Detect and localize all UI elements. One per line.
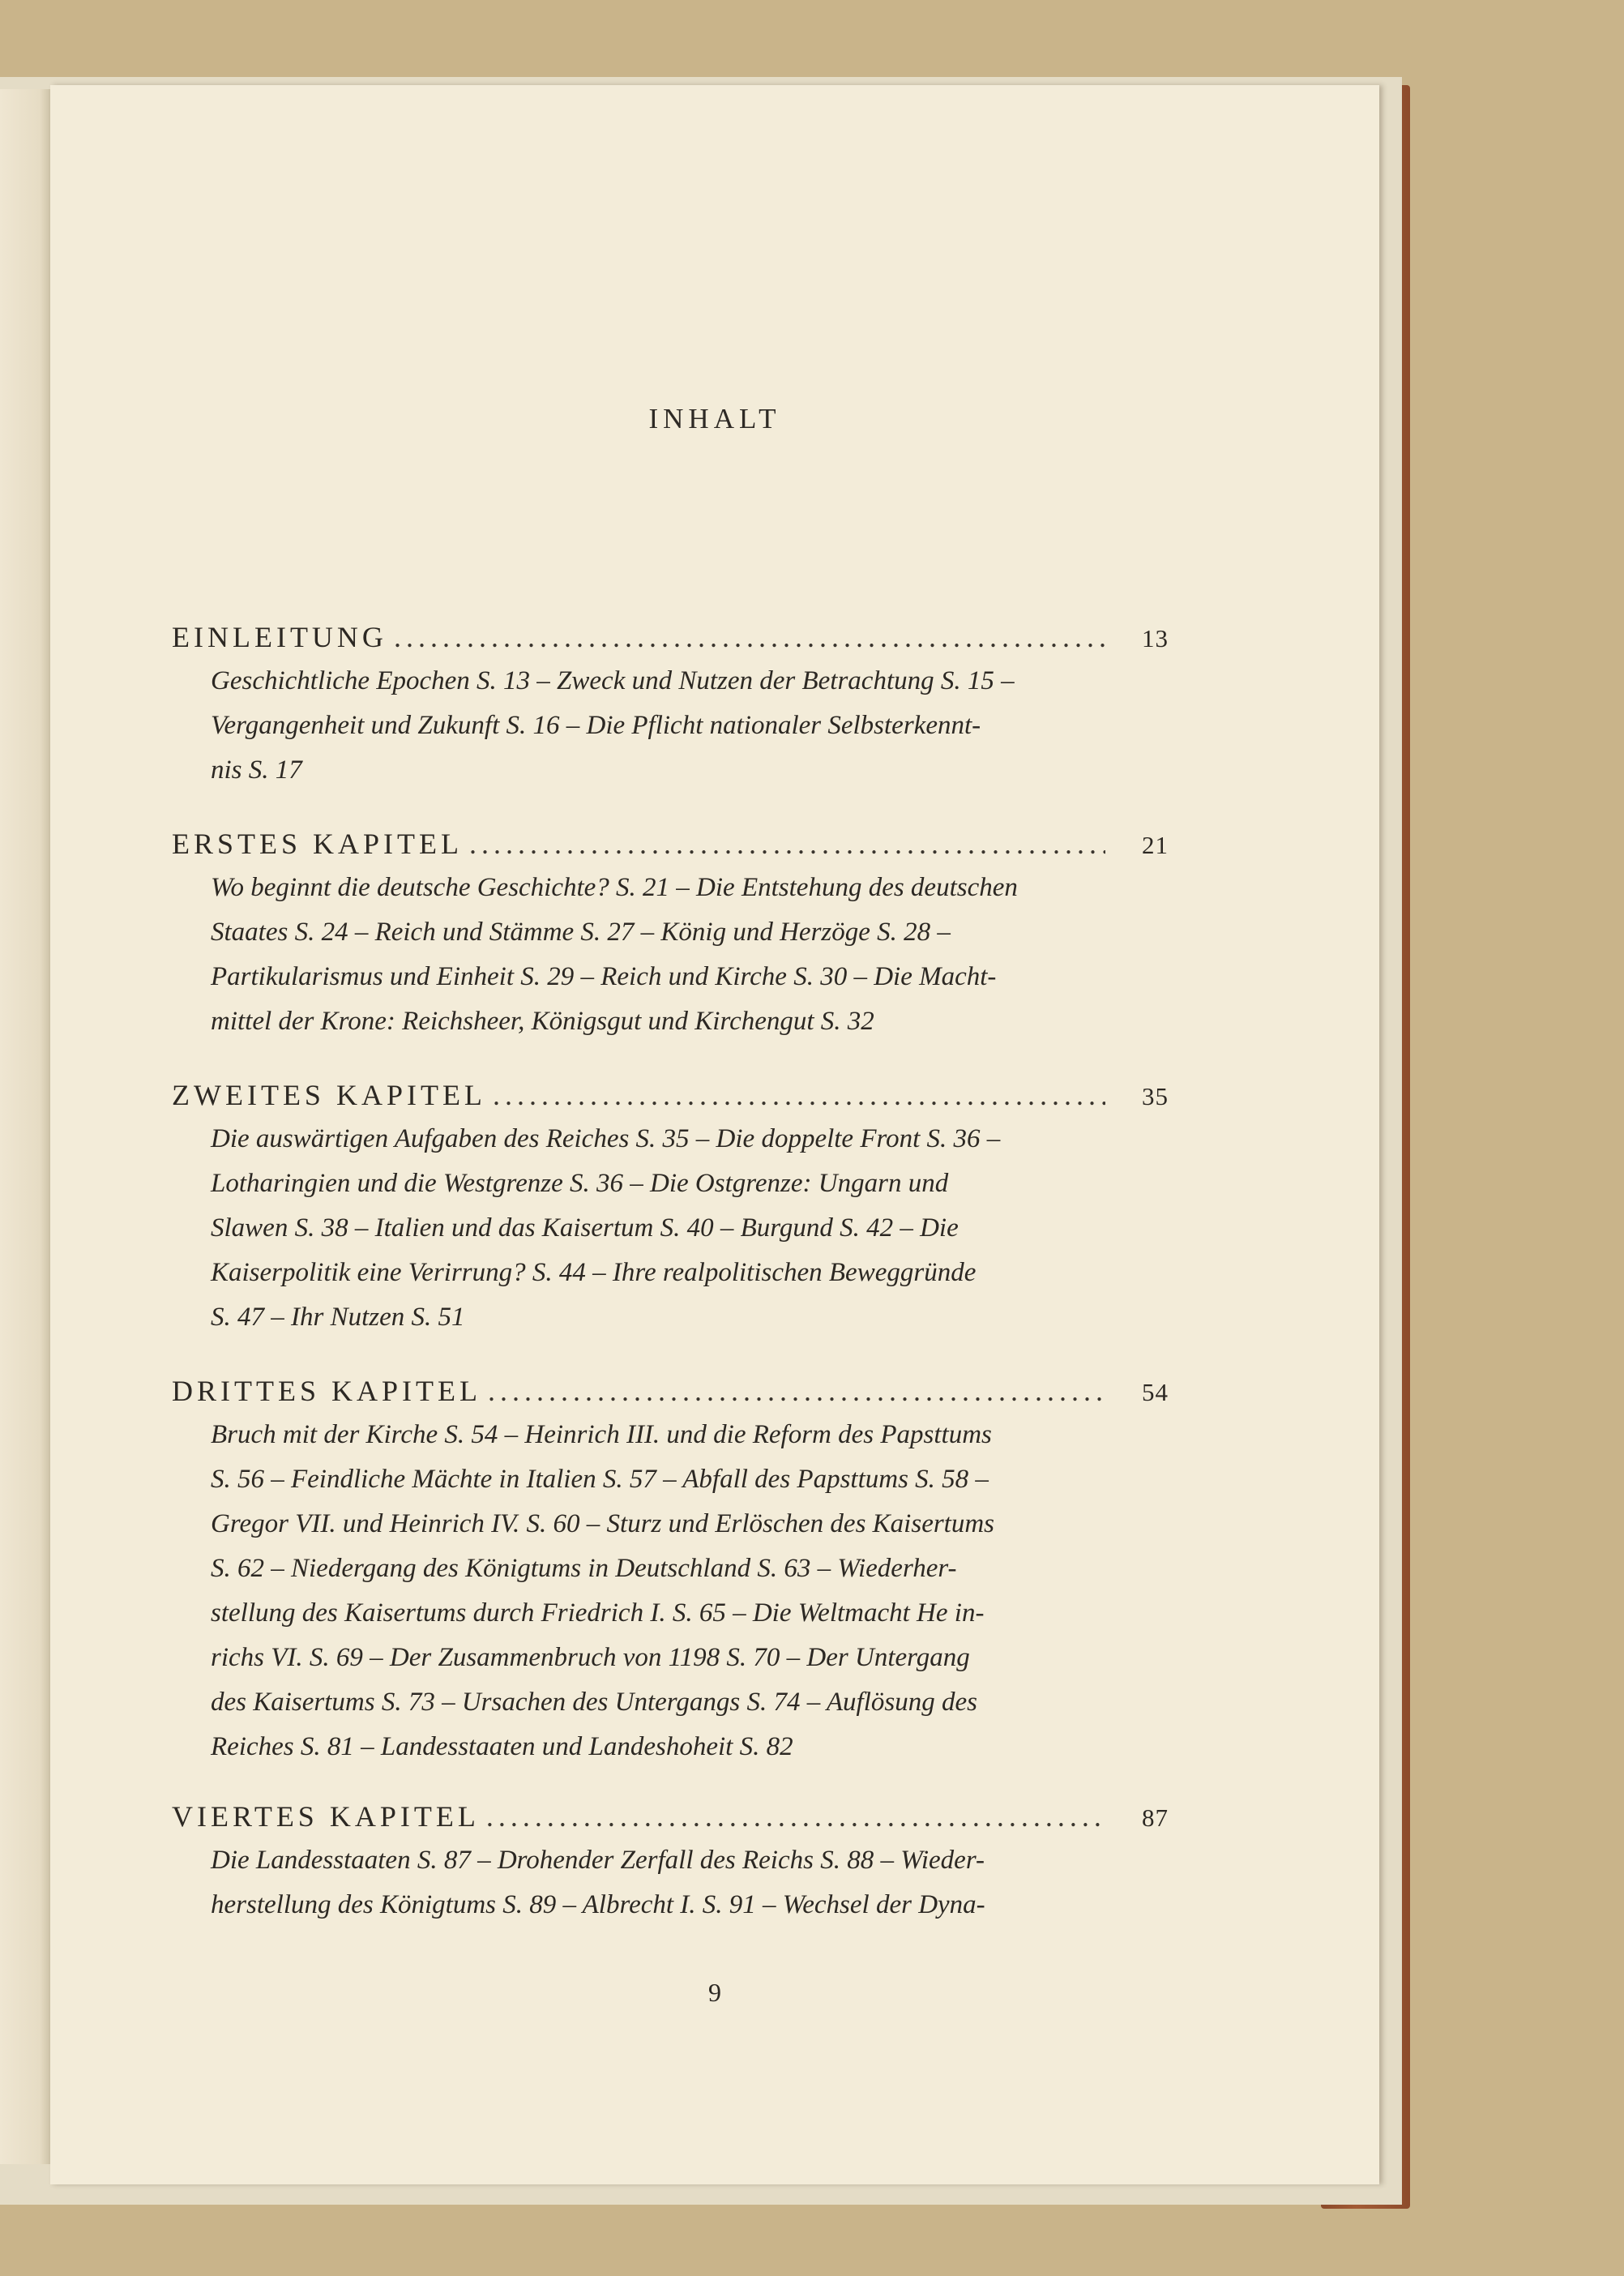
summary-line: des Kaisertums S. 73 – Ursachen des Untergangs S. 74 – Auflösung des — [211, 1688, 977, 1717]
summary-line: Die auswärtigen Aufgaben des Reiches S. 35 – Die doppelte Front S. 36 – — [211, 1124, 1001, 1153]
summary-line: S. 62 – Niedergang des Königtums in Deutschland S. 63 – Wiederher- — [211, 1554, 957, 1583]
section-page-number: 35 — [1142, 1082, 1169, 1110]
section-title: DRITTES KAPITEL — [172, 1375, 481, 1407]
section-page-number: 54 — [1142, 1378, 1169, 1406]
page-heading: INHALT — [648, 403, 781, 434]
section-page-number: 87 — [1142, 1803, 1169, 1832]
section-title: VIERTES KAPITEL — [172, 1800, 480, 1833]
summary-line: nis S. 17 — [211, 755, 302, 785]
toc-section-einleitung — [172, 620, 1169, 793]
leader-dots — [394, 620, 1105, 654]
section-page-number: 13 — [1142, 624, 1169, 652]
summary-line: Lotharingien und die Westgrenze S. 36 – Die Ostgrenze: Ungarn und — [211, 1169, 949, 1198]
summary-line: richs VI. S. 69 – Der Zusammenbruch von 1198 S. 70 – Der Untergang — [211, 1643, 970, 1672]
summary-line: mittel der Krone: Reichsheer, Königsgut und Kirchengut S. 32 — [211, 1007, 874, 1036]
toc-section-viertes-kapitel — [172, 1799, 1169, 1927]
section-page-number: 21 — [1142, 831, 1169, 859]
section-title: EINLEITUNG — [172, 621, 387, 653]
section-summary — [211, 1117, 1102, 1340]
summary-line: Geschichtliche Epochen S. 13 – Zweck und Nutzen der Betrachtung S. 15 – — [211, 666, 1015, 695]
summary-line: S. 47 – Ihr Nutzen S. 51 — [211, 1303, 465, 1332]
section-summary — [211, 866, 1102, 1044]
summary-line: Staates S. 24 – Reich und Stämme S. 27 – König und Herzöge S. 28 – — [211, 918, 951, 947]
leader-dots — [486, 1799, 1105, 1833]
book-page — [50, 85, 1379, 2184]
summary-line: Wo beginnt die deutsche Geschichte? S. 21 – Die Entstehung des deutschen — [211, 873, 1018, 902]
section-summary — [211, 1838, 1102, 1927]
summary-line: S. 56 – Feindliche Mächte in Italien S. 57 – Abfall des Papsttums S. 58 – — [211, 1465, 989, 1494]
leader-dots — [488, 1374, 1105, 1408]
summary-line: Bruch mit der Kirche S. 54 – Heinrich III. und die Reform des Papsttums — [211, 1420, 992, 1449]
left-page-edge — [0, 89, 57, 2164]
section-summary — [211, 1413, 1102, 1769]
toc-section-drittes-kapitel — [172, 1374, 1169, 1769]
summary-line: Reiches S. 81 – Landesstaaten und Landeshoheit S. 82 — [211, 1732, 793, 1761]
leader-dots — [469, 827, 1105, 861]
section-title: ERSTES KAPITEL — [172, 828, 464, 860]
summary-line: Vergangenheit und Zukunft S. 16 – Die Pflicht nationaler Selbsterkennt- — [211, 711, 981, 740]
summary-line: Kaiserpolitik eine Verirrung? S. 44 – Ihre realpolitischen Beweggründe — [211, 1258, 977, 1287]
leader-dots — [493, 1078, 1105, 1112]
summary-line: Partikularismus und Einheit S. 29 – Reich und Kirche S. 30 – Die Macht- — [211, 962, 997, 991]
summary-line: Slawen S. 38 – Italien und das Kaisertum S. 40 – Burgund S. 42 – Die — [211, 1213, 959, 1243]
summary-line: stellung des Kaisertums durch Friedrich I. S. 65 – Die Weltmacht He in- — [211, 1598, 985, 1628]
summary-line: herstellung des Königtums S. 89 – Albrecht I. S. 91 – Wechsel der Dyna- — [211, 1890, 985, 1919]
page-number: 9 — [708, 1978, 721, 2007]
toc-section-zweites-kapitel — [172, 1078, 1169, 1340]
summary-line: Die Landesstaaten S. 87 – Drohender Zerfall des Reichs S. 88 – Wieder- — [211, 1846, 985, 1875]
section-summary — [211, 659, 1102, 793]
summary-line: Gregor VII. und Heinrich IV. S. 60 – Sturz und Erlöschen des Kaisertums — [211, 1509, 995, 1538]
section-title: ZWEITES KAPITEL — [172, 1079, 486, 1111]
toc-section-erstes-kapitel — [172, 827, 1169, 1044]
